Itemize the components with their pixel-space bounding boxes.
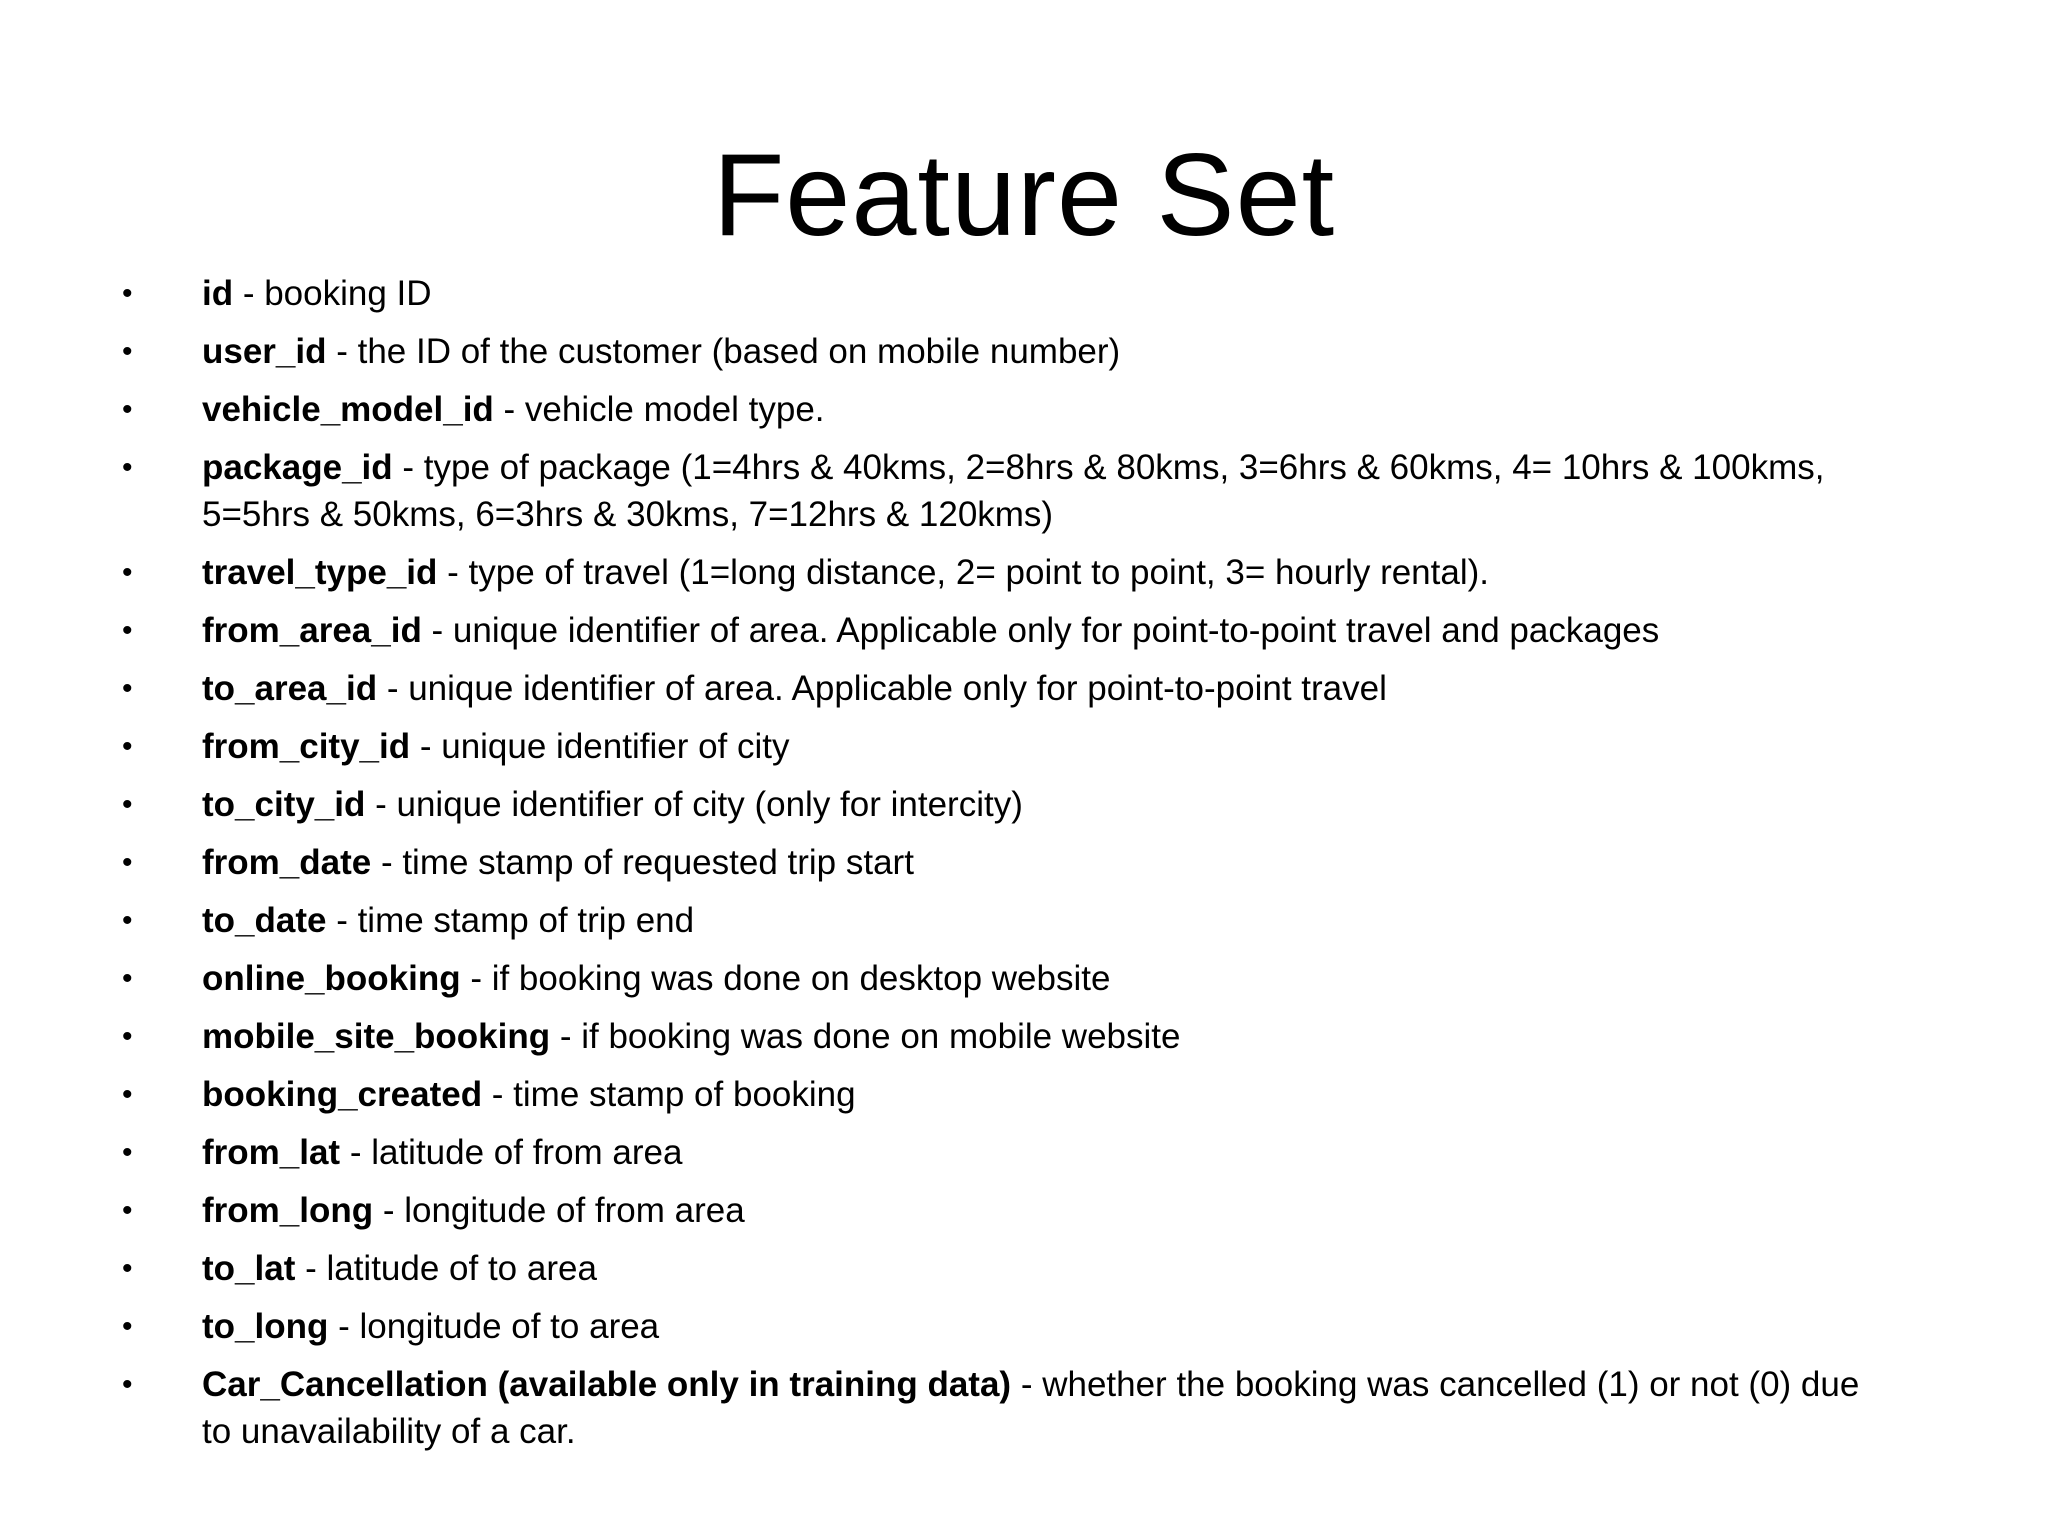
feature-name: mobile_site_booking [202,1017,551,1056]
feature-description: - time stamp of requested trip start [371,843,914,882]
list-item [0,270,2048,317]
list-item [0,1071,2048,1118]
bullet-icon: • [122,335,133,368]
bullet-icon: • [122,846,133,879]
feature-name: to_area_id [202,669,378,708]
bullet-icon: • [122,614,133,647]
feature-description: - if booking was done on mobile website [550,1017,1181,1056]
feature-description: - unique identifier of area. Applicable only for point-to-point travel and packages [421,611,1660,650]
feature-description: - type of package (1=4hrs & 40kms, 2=8hrs & 80kms, 3=6hrs & 60kms, 4= 10hrs & 100kms, 5=5hrs & 50kms, 6=3hrs & 30kms, 7=12hrs & 120kms) [202,448,1825,534]
feature-name: Car_Cancellation (available only in training data) [202,1365,1012,1404]
feature-name: booking_created [202,1075,483,1114]
bullet-icon: • [122,1020,133,1053]
bullet-icon: • [122,672,133,705]
list-item [0,1245,2048,1292]
list-item [0,386,2048,433]
feature-name: from_city_id [202,727,411,766]
feature-description: - unique identifier of city (only for intercity) [365,785,1023,824]
feature-name: from_area_id [202,611,422,650]
list-item [0,955,2048,1002]
slide-title: Feature Set [712,129,1336,260]
bullet-icon: • [122,730,133,763]
feature-list [0,270,2048,1466]
feature-description: - latitude of from area [340,1133,683,1172]
feature-description: - vehicle model type. [493,390,825,429]
feature-description: - time stamp of booking [482,1075,856,1114]
bullet-icon: • [122,277,133,310]
list-item [0,328,2048,375]
list-item [0,607,2048,654]
list-item [0,723,2048,770]
feature-name: to_city_id [202,785,366,824]
list-item [0,549,2048,596]
feature-name: to_lat [202,1249,296,1288]
feature-name: to_long [202,1307,329,1346]
bullet-icon: • [122,1194,133,1227]
feature-description: - time stamp of trip end [326,901,695,940]
feature-name: user_id [202,332,327,371]
feature-name: vehicle_model_id [202,390,494,429]
bullet-icon: • [122,1136,133,1169]
feature-name: online_booking [202,959,461,998]
list-item [0,1129,2048,1176]
feature-name: from_lat [202,1133,341,1172]
list-item [0,1303,2048,1350]
feature-description: - latitude of to area [295,1249,597,1288]
bullet-icon: • [122,904,133,937]
bullet-icon: • [122,393,133,426]
bullet-icon: • [122,1252,133,1285]
bullet-icon: • [122,962,133,995]
feature-description: - longitude of from area [373,1191,745,1230]
feature-name: travel_type_id [202,553,438,592]
feature-description: - unique identifier of area. Applicable only for point-to-point travel [377,669,1387,708]
list-item [0,444,2048,538]
feature-description: - whether the booking was cancelled (1) or not (0) due to unavailability of a car. [202,1365,1860,1451]
bullet-icon: • [122,788,133,821]
list-item [0,1361,2048,1455]
feature-description: - booking ID [233,274,432,313]
list-item [0,839,2048,886]
feature-name: id [202,274,234,313]
bullet-icon: • [122,451,133,484]
feature-description: - unique identifier of city [410,727,790,766]
list-item [0,1013,2048,1060]
feature-name: package_id [202,448,393,487]
list-item [0,1187,2048,1234]
feature-name: to_date [202,901,327,940]
feature-description: - longitude of to area [328,1307,660,1346]
list-item [0,665,2048,712]
bullet-icon: • [122,1368,133,1401]
bullet-icon: • [122,1310,133,1343]
feature-description: - the ID of the customer (based on mobile number) [326,332,1121,371]
feature-description: - type of travel (1=long distance, 2= point to point, 3= hourly rental). [437,553,1489,592]
bullet-icon: • [122,1078,133,1111]
feature-description: - if booking was done on desktop website [460,959,1111,998]
list-item [0,781,2048,828]
feature-name: from_date [202,843,372,882]
feature-name: from_long [202,1191,374,1230]
bullet-icon: • [122,556,133,589]
list-item [0,897,2048,944]
